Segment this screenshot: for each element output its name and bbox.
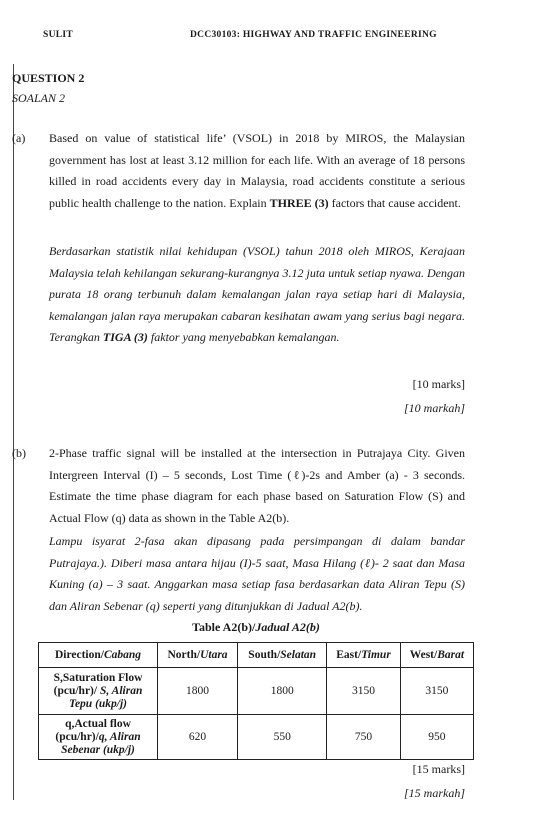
table-header-cell: South/Selatan	[238, 643, 327, 668]
table-caption-ms: Jadual A2(b)	[255, 620, 320, 634]
table-cell: 1800	[158, 668, 238, 715]
part-b-marks-ms: [15 markah]	[403, 786, 465, 800]
row-label-saturation-flow: S,Saturation Flow (pcu/hr)/ S, Aliran Tepu (ukp/j)	[39, 668, 158, 715]
flow-table	[38, 642, 474, 760]
table-header-cell: North/Utara	[158, 643, 238, 668]
part-a-en-bold: THREE (3)	[269, 195, 329, 210]
part-a-letter: (a)	[12, 131, 26, 145]
part-a-en-pre: Based on value of statistical life’ (VSOL) in 2018 by MIROS, the Malaysian government has lost at least 3.12 million for each life. With an average of 18 persons killed in road accidents every day in Malaysia, road accidents constitute a serious public health challenge to the nation. Explain	[49, 131, 465, 210]
part-a-ms-bold: TIGA (3)	[102, 330, 148, 345]
part-a-ms-post: faktor yang menyebabkan kemalangan.	[147, 330, 340, 345]
part-b-text-ms: Lampu isyarat 2-fasa akan dipasang pada persimpangan di dalam bandar Putrajaya.). Diberi masa antara hijau (I)-5 saat, Masa Hilang (ℓ)- 2 saat dan Masa Kuning (a) – 3 saat. Anggarkan masa setiap fasa berdasarkan data Aliran Tepu (S) dan Aliran Sebenar (q) seperti yang ditunjukkan di Jadual A2(b).	[49, 534, 465, 613]
table-header-cell: East/Timur	[327, 643, 400, 668]
table-caption-en: Table A2(b)/	[192, 620, 256, 634]
table-row	[39, 715, 474, 760]
table-header-cell: Direction/Cabang	[39, 643, 158, 668]
table-cell: 750	[327, 715, 400, 760]
table-cell: 620	[158, 715, 238, 760]
part-b-marks-en: [15 marks]	[412, 762, 465, 776]
part-a-en-post: factors that cause accident.	[328, 195, 461, 210]
table-caption	[38, 620, 474, 635]
table-header-row	[39, 643, 474, 668]
table-cell: 3150	[400, 668, 473, 715]
part-b-text-en: 2-Phase traffic signal will be installed at the intersection in Putrajaya City. Given Intergreen Interval (I) – 5 seconds, Lost Time (ℓ)-2s and Amber (a) - 3 seconds. Estimate the time phase diagram for each phase based on Saturation Flow (S) and Actual Flow (q) data as shown in the Table A2(b).	[49, 446, 465, 525]
table-cell: 1800	[238, 668, 327, 715]
question-title-ms: SOALAN 2	[12, 91, 66, 105]
part-a-ms-pre: Berdasarkan statistik nilai kehidupan (VSOL) tahun 2018 oleh MIROS, Kerajaan Malaysia telah kehilangan sekurang-kurangnya 3.12 juta untuk setiap nyawa. Dengan purata 18 orang terbunuh dalam kemalangan jalan raya setiap hari di Malaysia, kemalangan jalan raya merupakan cabaran kesihatan awam yang serius bagi negara. Terangkan	[49, 244, 465, 345]
row-label-actual-flow: q,Actual flow (pcu/hr)/q, Aliran Sebenar (ukp/j)	[39, 715, 158, 760]
margin-rule	[13, 64, 14, 800]
header-right: DCC30103: HIGHWAY AND TRAFFIC ENGINEERING	[190, 30, 437, 40]
part-a-marks-en: [10 marks]	[412, 377, 465, 391]
table-row	[39, 668, 474, 715]
part-a-text-en	[49, 128, 465, 214]
table-cell: 950	[400, 715, 473, 760]
table-cell: 3150	[327, 668, 400, 715]
table-cell: 550	[238, 715, 327, 760]
question-title: QUESTION 2	[12, 71, 85, 85]
part-a-text-ms	[49, 241, 465, 349]
table-header-cell: West/Barat	[400, 643, 473, 668]
header-left: SULIT	[43, 30, 74, 40]
part-a-marks-ms: [10 markah]	[403, 401, 465, 415]
part-b-letter: (b)	[12, 446, 26, 460]
